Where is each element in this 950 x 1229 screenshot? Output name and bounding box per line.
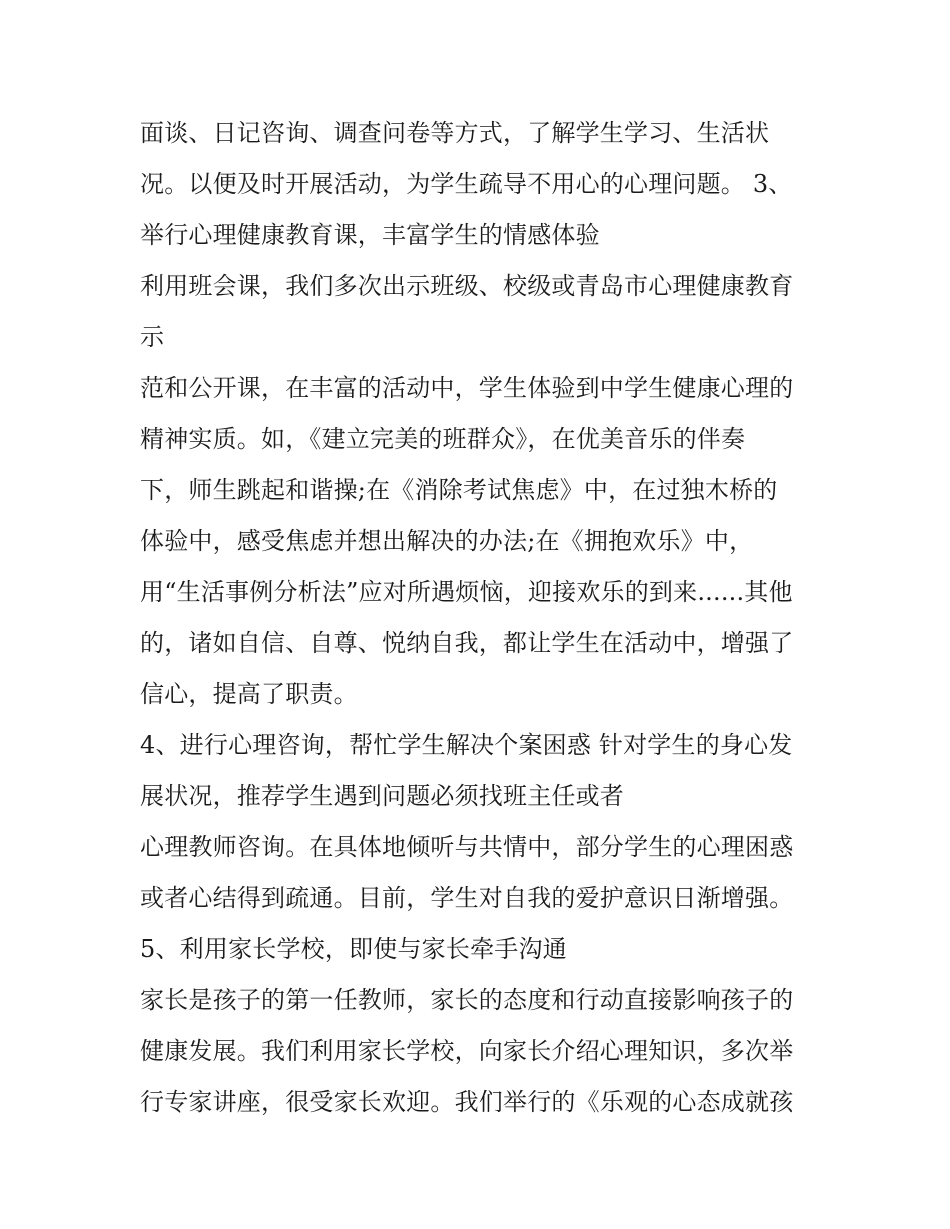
section-heading-5: 5、利用家长学校，即使与家长牵手沟通 xyxy=(140,935,567,963)
text-line: 范和公开课，在丰富的活动中，学生体验到中学生健康心理的 xyxy=(140,374,794,402)
section-heading-3: 举行心理健康教育课，丰富学生的情感体验 xyxy=(140,221,600,249)
text-line: 面谈、日记咨询、调查问卷等方式，了解学生学习、生活状 xyxy=(140,119,770,147)
text-line: 心理教师咨询。在具体地倾听与共情中，部分学生的心理困惑 xyxy=(140,833,794,861)
text-line: 家长是孩子的第一任教师，家长的态度和行动直接影响孩子的 xyxy=(140,986,794,1014)
section-heading-4: 4、进行心理咨询，帮忙学生解决个案困惑 针对学生的身心发 xyxy=(140,731,793,759)
text-line: 信心，提高了职责。 xyxy=(140,680,358,708)
text-line: 展状况，推荐学生遇到问题必须找班主任或者 xyxy=(140,782,624,810)
text-line: 或者心结得到疏通。目前，学生对自我的爱护意识日渐增强。 xyxy=(140,884,794,912)
text-line: 用“生活事例分析法”应对所遇烦恼，迎接欢乐的到来......其他 xyxy=(140,578,793,606)
text-line: 下，师生跳起和谐操;在《消除考试焦虑》中，在过独木桥的 xyxy=(140,476,778,504)
text-line: 况。以便及时开展活动，为学生疏导不用心的心理问题。 3、 xyxy=(140,170,793,198)
document-body xyxy=(140,108,820,1128)
text-line: 的，诸如自信、自尊、悦纳自我，都让学生在活动中，增强了 xyxy=(140,629,794,657)
text-line: 精神实质。如，《建立完美的班群众》，在优美音乐的伴奏 xyxy=(140,425,746,453)
text-line: 健康发展。我们利用家长学校，向家长介绍心理知识，多次举 xyxy=(140,1037,794,1065)
text-line: 示 xyxy=(140,323,165,351)
text-line: 体验中，感受焦虑并想出解决的办法;在《拥抱欢乐》中， xyxy=(140,527,754,555)
text-line: 利用班会课，我们多次出示班级、校级或青岛市心理健康教育 xyxy=(140,272,794,300)
text-line: 行专家讲座，很受家长欢迎。我们举行的《乐观的心态成就孩 xyxy=(140,1088,794,1116)
